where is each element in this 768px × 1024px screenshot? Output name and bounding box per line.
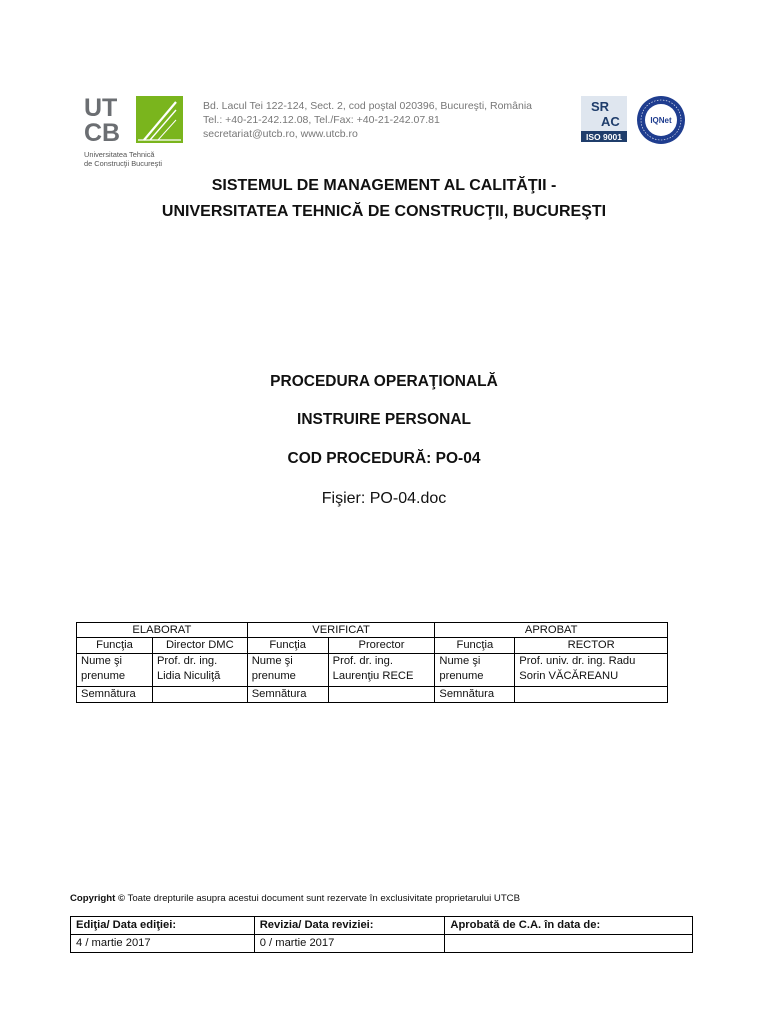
logo-letters-top: UT bbox=[84, 94, 118, 122]
header-aprobat: APROBAT bbox=[435, 623, 668, 638]
svg-text:ISO 9001: ISO 9001 bbox=[586, 132, 622, 142]
revision-label: Revizia/ Data reviziei: bbox=[254, 917, 445, 935]
table-row bbox=[77, 654, 668, 687]
verificat-signature-cell bbox=[328, 687, 435, 703]
edition-table bbox=[70, 916, 693, 953]
elaborat-function: Director DMC bbox=[152, 638, 247, 654]
aprobat-function: RECTOR bbox=[515, 638, 668, 654]
name-label: Nume şi prenume bbox=[435, 654, 515, 687]
function-label: Funcţia bbox=[247, 638, 328, 654]
approved-label: Aprobată de C.A. în data de: bbox=[445, 917, 693, 935]
iqnet-certification-icon bbox=[636, 95, 686, 145]
logo-green-square-icon bbox=[136, 96, 183, 143]
logo-letters-bottom: CB bbox=[84, 119, 121, 147]
table-row bbox=[71, 935, 693, 953]
procedure-code: COD PROCEDURĂ: PO-04 bbox=[287, 450, 481, 467]
revision-value: 0 / martie 2017 bbox=[254, 935, 445, 953]
address-contact: secretariat@utcb.ro, www.utcb.ro bbox=[203, 128, 358, 140]
address-line: Bd. Lacul Tei 122-124, Sect. 2, cod poştal 020396, Bucureşti, România bbox=[203, 100, 533, 112]
svg-text:SR: SR bbox=[591, 99, 610, 114]
signature-label: Semnătura bbox=[77, 687, 153, 703]
table-header-row bbox=[71, 917, 693, 935]
table-header-row bbox=[77, 623, 668, 638]
edition-value: 4 / martie 2017 bbox=[71, 935, 255, 953]
name-label: Nume şi prenume bbox=[247, 654, 328, 687]
utcb-logo bbox=[84, 96, 184, 168]
svg-text:AC: AC bbox=[601, 114, 620, 129]
university-address bbox=[203, 99, 532, 141]
procedure-type: PROCEDURA OPERAŢIONALĂ bbox=[270, 373, 498, 390]
header-elaborat: ELABORAT bbox=[77, 623, 248, 638]
approval-table bbox=[76, 622, 668, 703]
aprobat-signature-cell bbox=[515, 687, 668, 703]
table-row bbox=[77, 687, 668, 703]
function-label: Funcţia bbox=[77, 638, 153, 654]
verificat-function: Prorector bbox=[328, 638, 435, 654]
approved-value bbox=[445, 935, 693, 953]
edition-label: Ediţia/ Data ediţiei: bbox=[71, 917, 255, 935]
verificat-name: Prof. dr. ing. Laurenţiu RECE bbox=[328, 654, 435, 687]
university-title: UNIVERSITATEA TEHNICĂ DE CONSTRUCŢII, BUCUREŞTI bbox=[161, 203, 607, 220]
aprobat-name: Prof. univ. dr. ing. Radu Sorin VĂCĂREANU bbox=[515, 654, 668, 687]
logo-subtitle: Universitatea Tehnică de Construcţii Bucureşti bbox=[84, 150, 163, 168]
copyright-label: Copyright © bbox=[70, 893, 126, 904]
elaborat-signature-cell bbox=[152, 687, 247, 703]
copyright-notice bbox=[70, 893, 520, 904]
svg-text:IQNet: IQNet bbox=[650, 116, 672, 125]
logo-letters bbox=[84, 96, 134, 146]
procedure-subject: INSTRUIRE PERSONAL bbox=[297, 411, 471, 428]
srac-certification-icon bbox=[581, 96, 627, 142]
signature-label: Semnătura bbox=[247, 687, 328, 703]
function-label: Funcţia bbox=[435, 638, 515, 654]
elaborat-name: Prof. dr. ing. Lidia Niculiţă bbox=[152, 654, 247, 687]
signature-label: Semnătura bbox=[435, 687, 515, 703]
system-title: SISTEMUL DE MANAGEMENT AL CALITĂŢII - bbox=[211, 177, 557, 194]
table-row bbox=[77, 638, 668, 654]
name-label: Nume şi prenume bbox=[77, 654, 153, 687]
header-verificat: VERIFICAT bbox=[247, 623, 435, 638]
copyright-text: Toate drepturile asupra acestui document sunt rezervate în exclusivitate proprietarului UTCB bbox=[125, 893, 521, 904]
address-phone: Tel.: +40-21-242.12.08, Tel./Fax: +40-21-242.07.81 bbox=[203, 114, 440, 126]
file-name: Fişier: PO-04.doc bbox=[321, 490, 447, 507]
